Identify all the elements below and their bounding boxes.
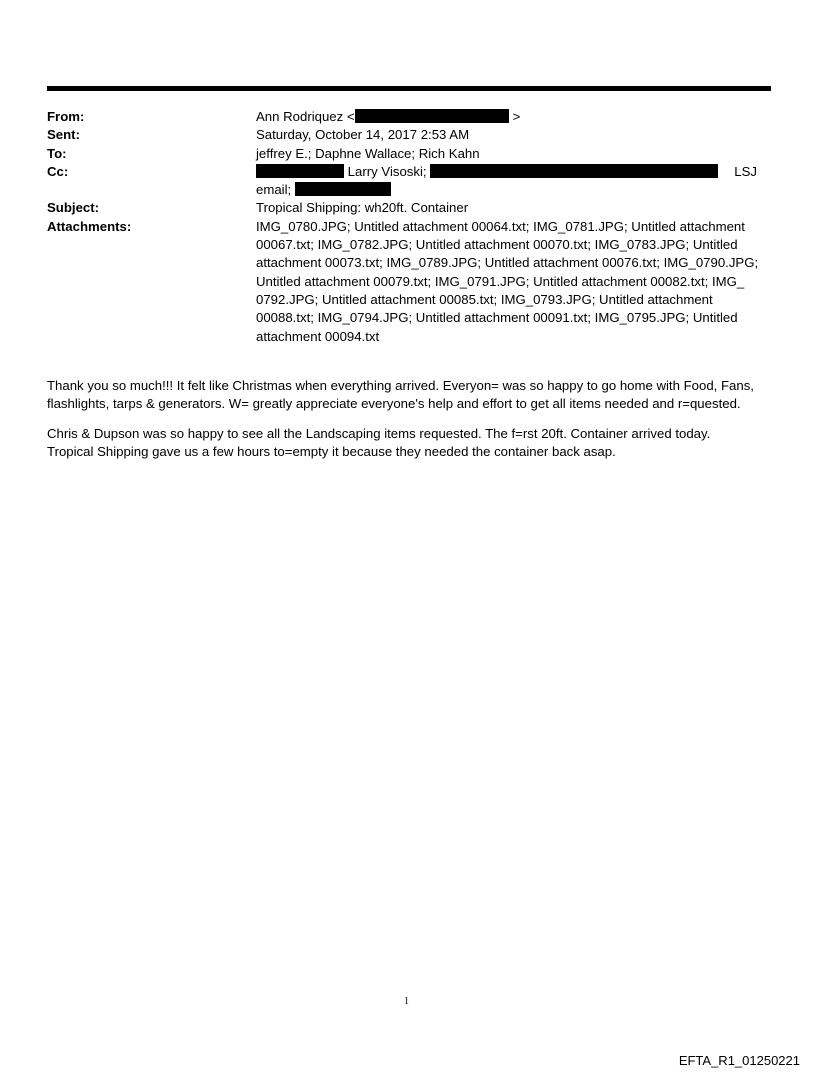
attachments-line: 00067.txt; IMG_0782.JPG; Untitled attachment 00070.txt; IMG_0783.JPG; Untitled [256, 237, 738, 253]
bates-number: EFTA_R1_01250221 [678, 1053, 800, 1068]
cc-part1: Larry Visoski; [347, 163, 427, 179]
cc-row [47, 163, 771, 200]
redaction-box [355, 109, 509, 123]
sent-row [47, 126, 771, 144]
body-paragraph [47, 425, 777, 462]
to-row [47, 145, 771, 163]
body-line: Chris & Dupson was so happy to see all the Landscaping items requested. The f=rst 20ft. Container arrived today. [47, 425, 711, 441]
attachments-line: 00088.txt; IMG_0794.JPG; Untitled attachment 00091.txt; IMG_0795.JPG; Untitled [256, 310, 738, 326]
cc-part3: email; [256, 182, 292, 198]
cc-value [256, 163, 771, 200]
email-header [47, 108, 771, 346]
attachments-row [47, 218, 771, 346]
from-close: > [512, 109, 521, 124]
redaction-box [295, 182, 391, 196]
header-rule [47, 86, 771, 91]
to-value: jeffrey E.; Daphne Wallace; Rich Kahn [256, 145, 480, 161]
from-name: Ann Rodriquez < [256, 109, 355, 124]
subject-row [47, 199, 771, 217]
attachments-line: attachment 00094.txt [256, 328, 380, 344]
email-body [47, 377, 777, 472]
to-label: To: [47, 145, 67, 161]
redaction-box [256, 164, 344, 178]
cc-label: Cc: [47, 163, 69, 179]
body-line: Thank you so much!!! It felt like Christmas when everything arrived. Everyon= was so happy to go home with Food, Fans, [47, 378, 754, 393]
from-label: From: [47, 109, 85, 124]
attachments-line: Untitled attachment 00079.txt; IMG_0791.JPG; Untitled attachment 00082.txt; IMG_ [256, 273, 745, 289]
attachments-label: Attachments: [47, 218, 132, 234]
from-row [47, 108, 771, 126]
subject-value: Tropical Shipping: wh20ft. Container [256, 200, 469, 216]
attachments-line: IMG_0780.JPG; Untitled attachment 00064.txt; IMG_0781.JPG; Untitled attachment [256, 218, 745, 234]
attachments-list [256, 218, 771, 346]
from-value [256, 108, 771, 126]
sent-label: Sent: [47, 127, 80, 143]
body-line: flashlights, tarps & generators. W= greatly appreciate everyone's help and effort to get all items needed and r=quested. [47, 396, 741, 412]
subject-label: Subject: [47, 200, 100, 216]
cc-part2: LSJ [734, 163, 757, 179]
attachments-line: 0792.JPG; Untitled attachment 00085.txt; IMG_0793.JPG; Untitled attachment [256, 291, 713, 307]
redaction-box [430, 164, 718, 178]
body-line: Tropical Shipping gave us a few hours to=empty it because they needed the container back asap. [47, 443, 616, 459]
body-paragraph [47, 377, 777, 414]
attachments-line: attachment 00073.txt; IMG_0789.JPG; Untitled attachment 00076.txt; IMG_0790.JPG; [256, 255, 759, 271]
sent-value: Saturday, October 14, 2017 2:53 AM [256, 127, 470, 143]
page-number: 1 [404, 996, 409, 1007]
